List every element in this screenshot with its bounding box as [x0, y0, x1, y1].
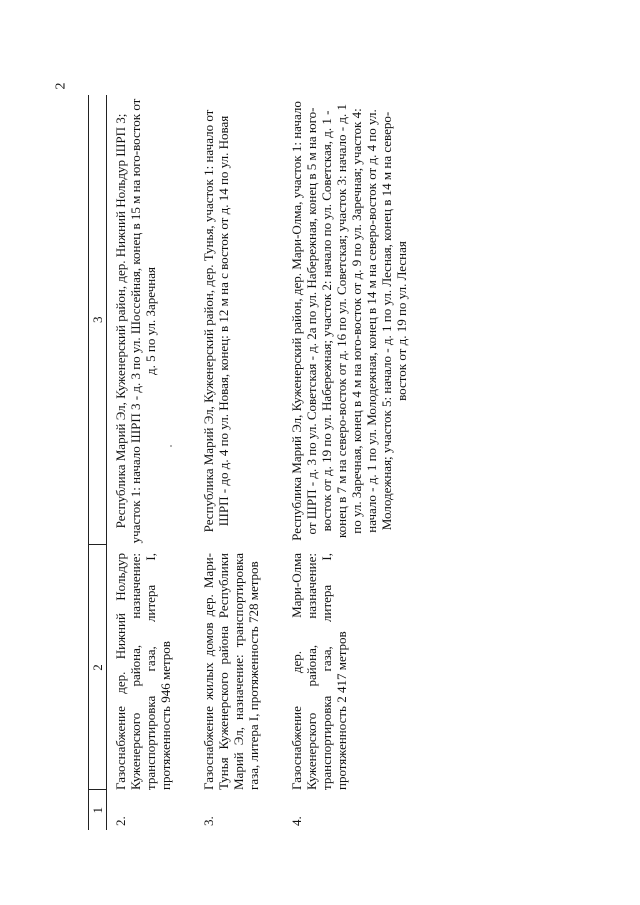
table-row: [283, 95, 431, 830]
table-row: [195, 95, 283, 830]
object-name: Газоснабжение дер. Мари-Олма Куженерского района, назначение: транспортировка газа, литера I, протяженность 2 417 метров: [289, 553, 349, 790]
header-col-2: 2: [89, 545, 107, 790]
row-number: 3.: [201, 816, 216, 826]
object-name: Газоснабжение жилых домов дер. Мари-Тунья Куженерского района Республики Марий Эл, назначение: транспортировка газа, литера I, протяженность 728 метров: [201, 553, 261, 790]
objects-table: [88, 95, 431, 830]
object-location: Республика Марий Эл, Куженерский район, дер. Мари-Олма, участок 1: начало от ШРП - д. 3 по ул. Советская - д. 2а по ул. Набережная, конец в 5 м на юго-восток от д. 19 по ул. Набережная; участок 2: начало по ул. Советская, д. 1 - конец в 7 м на северо-восток от д. 16 по ул. Советская; участок 3: начало - д. 1 по ул. Заречная, конец в 4 м на юго-восток от д. 9 по ул. Заречная; участок 4: начало - д. 1 по ул. Молодежная, конец в 14 м на северо-восток от д. 4 по ул. Молодежная; участок 5: начало - д. 1 по ул. Лесная, конец в 14 м на северо-восток от д. 19 по ул. Лесная: [289, 101, 409, 541]
object-name: Газоснабжение дер. Нижний Нольдур Куженерского района, назначение: транспортировка газа, литера I, протяженность 946 метров: [113, 553, 173, 790]
rotated-table-container: [88, 95, 518, 830]
table-header-row: [89, 95, 107, 830]
row-number: 2.: [113, 816, 128, 826]
page-number: 2: [53, 82, 69, 90]
row-number: 4.: [289, 816, 304, 826]
table-row: [107, 95, 196, 830]
header-col-1: 1: [89, 790, 107, 830]
header-col-3: 3: [89, 95, 107, 545]
object-location: Республика Марий Эл, Куженерский район, дер. Тунья, участок 1: начало от ШРП - до д. 4 по ул. Новая, конец: в 12 м на с восток от д. 14 по ул. Новая: [201, 109, 231, 533]
object-location: Республика Марий Эл, Куженерский район, дер. Нижний Нольдур ШРП 3; участок 1: начало ШРП 3 - д. 3 по ул. Шоссейная, конец в 15 м на юго-восток от д. 5 по ул. Заречная: [113, 98, 158, 544]
